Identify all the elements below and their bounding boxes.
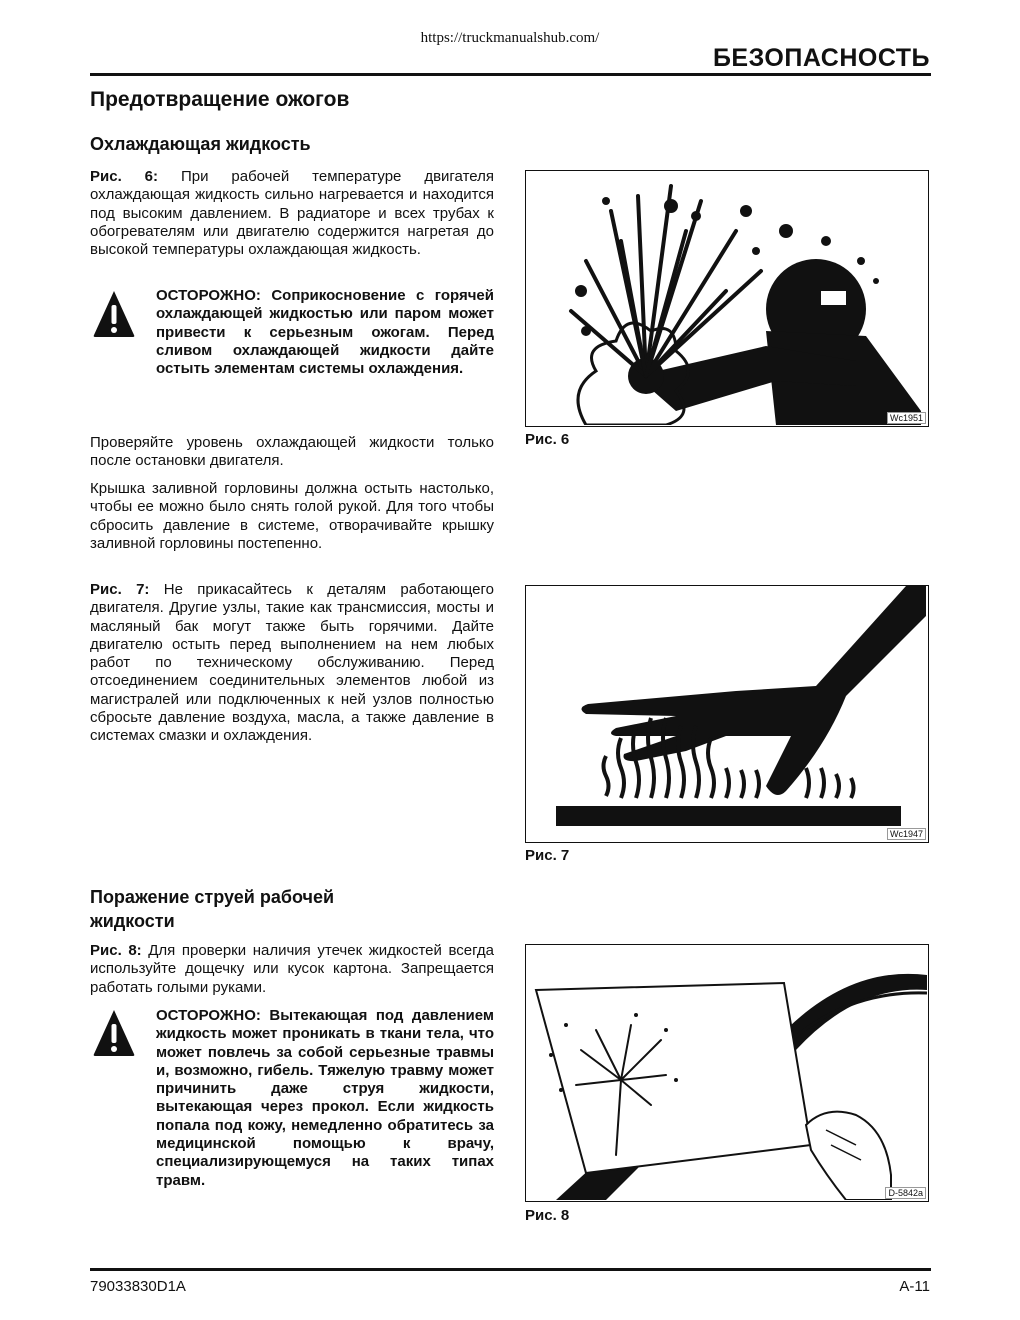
figure-code: Wc1947 <box>887 828 926 840</box>
jet-heading-line-1: Поражение струей рабочей <box>90 887 335 907</box>
header-rule <box>90 73 931 76</box>
figure-8-caption: Рис. 8 <box>525 1207 570 1224</box>
figure-ref: Рис. 8: <box>90 942 142 959</box>
hot-coolant-spray-burn-icon <box>526 171 927 425</box>
jet-paragraph-1 <box>90 942 494 997</box>
figure-8 <box>525 944 929 1202</box>
jet-heading-line-2: жидкости <box>90 911 175 931</box>
coolant-paragraph-4 <box>90 581 494 746</box>
coolant-paragraph-3: Крышка заливной горловины должна остыть настолько, чтобы ее можно было снять голой рукой. Для того чтобы сбросить давление в системе, отворачивайте крышку заливной горловины постепенно. <box>90 480 494 552</box>
document-number: 79033830D1A <box>90 1278 186 1295</box>
figure-6-caption: Рис. 6 <box>525 431 570 448</box>
figure-ref: Рис. 7: <box>90 581 150 598</box>
page-number: A-11 <box>899 1278 930 1295</box>
paragraph-text: При рабочей температуре двигателя охлаждающая жидкость сильно нагревается и находится под высоким давлением. В радиаторе и всех трубах к обогревателям или двигателю содержится нагретая до высокой температуры охлаждающая жидкость. <box>90 168 494 259</box>
figure-ref: Рис. 6: <box>90 168 159 185</box>
figure-7-caption: Рис. 7 <box>525 847 570 864</box>
jet-heading <box>90 885 334 933</box>
warning-icon <box>92 1008 136 1063</box>
figure-7 <box>525 585 929 843</box>
cardboard-leak-check-icon <box>526 945 927 1200</box>
page-title: Предотвращение ожогов <box>90 88 350 111</box>
figure-code: Wc1951 <box>887 412 926 424</box>
coolant-paragraph-2: Проверяйте уровень охлаждающей жидкости только после остановки двигателя. <box>90 434 494 470</box>
footer-rule <box>90 1268 931 1271</box>
figure-6 <box>525 170 929 427</box>
warning-icon <box>92 289 136 344</box>
paragraph-text: Не прикасайтесь к деталям работающего двигателя. Другие узлы, такие как трансмиссия, мосты и масляный бак могут также быть горячими. Дайте двигателю остыть перед выполнением на нем любых работ по техническому обслуживанию. Перед отсоединением соединительных элементов любой из магистралей или подключенных к ней узлов полностью сбросьте давление воздуха, масла, а также давление в системах смазки и охлаждения. <box>90 581 494 745</box>
hand-over-hot-surface-icon <box>526 586 927 841</box>
jet-warning: ОСТОРОЖНО: Вытекающая под давлением жидкость может проникать в ткани тела, что может повлечь за собой серьезные травмы и, возможно, гибель. Тяжелую травму может причинить даже струя жидкости, вытекающая через прокол. Если жидкость попала под кожу, немедленно обратитесь за медицинской помощью к врачу, специализирующемуся на таких типах травм. <box>156 1007 494 1189</box>
coolant-paragraph-1 <box>90 168 494 259</box>
paragraph-text: Для проверки наличия утечек жидкостей всегда используйте дощечку или кусок картона. Запрещается работать голыми руками. <box>90 942 494 996</box>
source-url[interactable]: https://truckmanualshub.com/ <box>420 30 600 46</box>
section-title: БЕЗОПАСНОСТЬ <box>712 44 930 72</box>
coolant-warning: ОСТОРОЖНО: Соприкосновение с горячей охлаждающей жидкостью или паром может привести к серьезным ожогам. Перед сливом охлаждающей жидкости дайте остыть элементам системы охлаждения. <box>156 287 494 378</box>
coolant-heading: Охлаждающая жидкость <box>90 134 311 154</box>
figure-code: D-5842a <box>885 1187 926 1199</box>
